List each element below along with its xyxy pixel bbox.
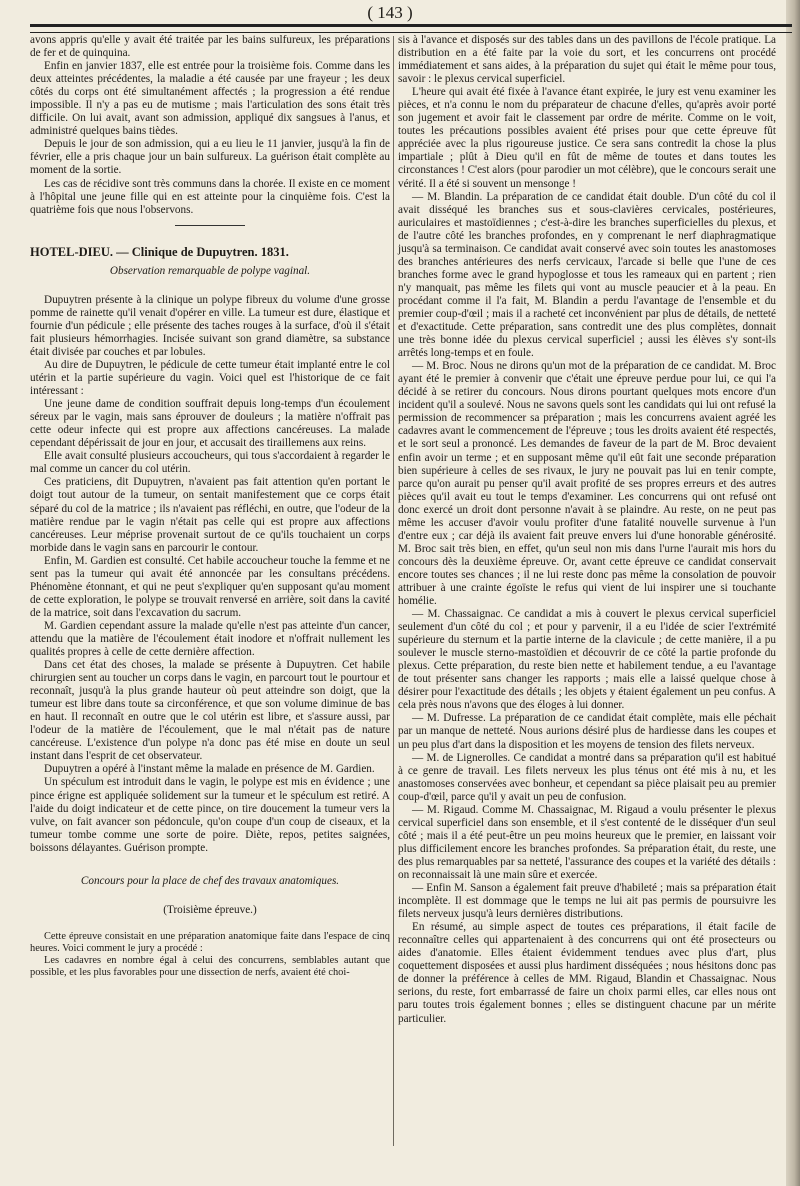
paragraph: Dupuytren présente à la clinique un polype fibreux du volume d'une grosse pomme de rainette qu'il venait d'opérer en ville. La tumeur est dure, élastique et fournie d'un pédicule ; elle présente des taches rouges à la surface, d'où il s'était fait plusieurs hémorrhagies. Incisée suivant son grand diamètre, sa substance était divisée par couches et par lobules. — [30, 293, 390, 358]
concours-title: Concours pour la place de chef des travaux anatomiques. — [80, 874, 340, 887]
paragraph: Les cas de récidive sont très communs dans la chorée. Il existe en ce moment à l'hôpital une jeune fille qui en est atteinte pour la cinquième fois. C'est la quatrième fois que nous l'observons. — [30, 177, 390, 216]
paragraph: — M. de Lignerolles. Ce candidat a montré dans sa préparation qu'il est habitué à ce genre de travail. Les filets nerveux les plus ténus ont été mis à nu, et les anastomoses conservées avec bonheur, et cependant sa pièce plaisait peu au premier coup-d'œil, parce qu'il y avait un peu de confusion. — [398, 751, 776, 803]
spacer — [30, 855, 390, 869]
paragraph: En résumé, au simple aspect de toutes ces préparations, il était facile de reconnaître celles qui appartenaient à des concurrens qui ont été prosecteurs ou aides d'anatomie. Elles étaient évidemment tendues avec plus d'art, plus coquettement disposées et aussi plus hardiment disséquées ; nous hésitons donc pas de donner la préférence à celles de MM. Rigaud, Blandin et Chassaignac. Nous serions, du reste, fort embarrassé de faire un choix parmi elles, car elles nous ont paru toutes trois également bonnes ; elles se distinguent chacune par un mérite particulier. — [398, 921, 776, 1025]
paragraph: Cette épreuve consistait en une préparation anatomique faite dans l'espace de cinq heures. Voici comment le jury a procédé : — [30, 930, 390, 955]
paragraph: sis à l'avance et disposés sur des tables dans un des pavillons de l'école pratique. La distribution en a été faite par la voie du sort, et les concurrens ont procédé immédiatement et sans aides, à la préparation du sujet qui était le même pour tous, savoir : le plexus cervical superficiel. — [398, 34, 776, 86]
paragraph: Au dire de Dupuytren, le pédicule de cette tumeur était implanté entre le col utérin et la partie supérieure du vagin. Voici quel est l'historique de ce fait intéressant : — [30, 358, 390, 398]
section-subtitle: Observation remarquable de polype vaginal. — [109, 264, 311, 277]
paragraph: Depuis le jour de son admission, qui a eu lieu le 11 janvier, jusqu'à la fin de février, elle a pris chaque jour un bain sulfureux. La guérison était complète au moment de la sortie. — [30, 138, 390, 177]
paragraph: Un spéculum est introduit dans le vagin, le polype est mis en évidence ; une pince érigne est appliquée solidement sur la tumeur et le spéculum est retiré. A l'aide du doigt indicateur et de cette pince, on tire doucement la tumeur vers la vulve, on fait avancer son pédoncule, qu'on coupe d'un coup de ciseaux, et la tumeur tombe comme une sorte de poire. Diète, repos, petites saignées, boissons délayantes. Guérison prompte. — [30, 776, 390, 854]
paragraph: Enfin en janvier 1837, elle est entrée pour la troisième fois. Comme dans les deux atteintes précédentes, la maladie a été causée par une frayeur ; les deux côtés du corps ont été simultanément affectés ; la progression a été rendue impossible. Il n'y a pas eu de mutisme ; mais l'articulation des sons était très difficile. On lui avait, avant son admission, appliqué dix sangsues à l'anus, et administré quelques bains tièdes. — [30, 60, 390, 138]
paragraph: Enfin, M. Gardien est consulté. Cet habile accoucheur touche la femme et ne sent pas la tumeur qui avait été annoncée par les consultans précédens. Phénomène étonnant, et qui ne peut s'expliquer qu'en supposant qu'au moment de cette exploration, le polype se trouvait renversé en arrière, soit dans la cavité de la matrice, soit dans l'excavation du sacrum. — [30, 554, 390, 619]
paragraph: Les cadavres en nombre égal à celui des concurrens, semblables autant que possible, et les plus favorables pour une dissection de nerfs, avaient été choi- — [30, 955, 390, 979]
paragraph: avons appris qu'elle y avait été traitée par les bains sulfureux, les préparations de fer et de quinquina. — [30, 34, 390, 60]
paragraph: Une jeune dame de condition souffrait depuis long-temps d'un écoulement séreux par le vagin, mais sans éprouver de douleurs ; la matière n'offrait pas cette odeur infecte qui est propre aux affections cancéreuses. La malade cependant dépérissait de jour en jour, et accusait des tiraillemens aux reins. — [30, 398, 390, 450]
paragraph: L'heure qui avait été fixée à l'avance étant expirée, le jury est venu examiner les pièces, et n'a connu le nom du préparateur de chacune d'elles, qu'après avoir porté son jugement et avoir fait le classement par ordre de mérite. Comme on le voit, toutes les précautions possibles avaient été prises pour que cette épreuve fût appréciée avec la plus rigoureuse justice. Ce sera sans contredit la chose la plus impartiale ; plût à Dieu qu'il en fût de même de toutes et dans toutes les circonstances ! C'est alors (pour parodier un mot célèbre), que le concours serait une vérité. Il a été si souvent un mensonge ! — [398, 86, 776, 190]
paragraph: — M. Broc. Nous ne dirons qu'un mot de la préparation de ce candidat. M. Broc ayant été le premier à convenir que c'était une épreuve perdue pour lui, ce qui l'a décidé à se retirer du concours. Nous dirons pourtant quelques mots encore d'un incident qu'il a soulevé. Nous ne savons quels sont les candidats qui lui ont refusé la permission de recommencer sa préparation ; mais les concurrens avaient agréé les cadavres avant le commencement de l'épreuve ; tous les droits avaient été respectés, et le sort seul a prononcé. Les demandes de faveur de la part de M. Broc devaient enfin avoir un terme ; et en supposant même qu'il eût fait une seconde préparation bien supérieure à celles de ses rivaux, le jury ne pouvait pas lui en tenir compte, parce qu'on aurait pu penser qu'il avait profité de ses propres erreurs et des autres pièces qu'il avait eu tout le temps d'examiner. Les concurrens qui ont refusé ont donc exercé un droit dont personne n'avait à se plaindre. Au reste, on ne peut pas même les accuser d'avoir voulu profiter d'une fatalité nouvelle survenue à l'un d'entre eux ; car déjà ils avaient fait preuve envers lui d'une honorable générosité. M. Broc sait très bien, en effet, qu'un seul non mis dans l'urne l'aurait mis hors du concours dès la deuxième épreuve. Or, avant cette épreuve ce candidat conservait encore toutes ses chances ; il ne lui reste donc pas même la consolation de pouvoir attribuer à une crainte égoïste le refus qui vient de lui inspirer une si touchante homélie. — [398, 360, 776, 608]
right-column — [398, 34, 776, 1026]
concours-subtitle: (Troisième épreuve.) — [163, 903, 257, 916]
paragraph: — M. Dufresse. La préparation de ce candidat était complète, mais elle péchait par un manque de netteté. Nous aurions désiré plus de hardiesse dans les coupes et un peu plus d'art dans la disposition et les moyens de tension des filets nerveux. — [398, 712, 776, 751]
paragraph: — M. Chassaignac. Ce candidat a mis à couvert le plexus cervical superficiel seulement d'un côté du col ; et pour y parvenir, il a eu l'idée de scier l'extrémité supérieure du sternum et la partie interne de la clavicule ; de cette manière, il a pu soulever le muscle sterno-mastoïdien et découvrir de ce côté la partie profonde du plexus. Cette préparation, du reste bien nette et habilement tendue, a eu l'avantage de tout présenter sans changer les rapports ; mais elle a laissé quelque chose à désirer pour l'exactitude des détails ; les objets y étaient également un peu confus. A cela près nous n'avons que des éloges à lui donner. — [398, 608, 776, 712]
paragraph: Dans cet état des choses, la malade se présente à Dupuytren. Cet habile chirurgien sent au toucher un corps dans le vagin, en parcourt tout le pourtour et reconnaît, jusqu'à la plus grande hauteur où peut atteindre son doigt, que la tumeur est libre dans toute sa circonférence, et que son volume diminue de bas en haut. Il reconnaît en outre que le col utérin est libre, et s'assure aussi, par l'odeur de la matière de l'écoulement, que le mal n'était pas de nature cancéreuse. L'existence d'un polype n'a donc pas été mise en doute un seul instant dans l'esprit de cet observateur. — [30, 659, 390, 763]
page-binding-edge — [786, 0, 800, 1186]
paragraph: — M. Blandin. La préparation de ce candidat était double. D'un côté du col il avait disséqué les branches sus et sous-clavières cervicales, postérieures, auriculaires et mastoïdiennes ; c'est-à-dire les branches superficielles du plexus, et de l'autre côté les branches profondes, en y comprenant le nerf diaphragmatique jusqu'à sa terminaison. Ce candidat avait conservé avec soin toutes les anastomoses des branches antérieures des nerfs cervicaux, l'arcade si belle que l'une de ces branches forme avec le grand hypoglosse et tous les rameaux qui en partent ; rien n'y manquait, pas même les filets qui vont au muscle peaucier et à la peau. En procédant comme il l'a fait, M. Blandin a perdu l'avantage de l'ensemble et du premier coup-d'œil ; mais il a racheté cet inconvénient par plus de détails, de netteté et d'exactitude. Cette préparation, sans contredit une des plus complètes, donnait une très bonne idée du plexus cervical superficiel ; aussi les élèves s'y sont-ils arrêtés long-temps et en foule. — [398, 190, 776, 360]
spacer — [30, 917, 390, 931]
column-divider — [393, 36, 394, 1146]
paragraph: Dupuytren a opéré à l'instant même la malade en présence de M. Gardien. — [44, 763, 375, 776]
section-title: HOTEL-DIEU. — Clinique de Dupuytren. 1831. — [30, 244, 289, 259]
left-column — [30, 34, 390, 980]
header-rule — [30, 24, 792, 33]
paragraph: Ces praticiens, dit Dupuytren, n'avaient pas fait attention qu'en portant le doigt tout autour de la tumeur, on sentait manifestement que ce corps était séparé du col de la matrice ; ils n'avaient pas réfléchi, en outre, que l'odeur de la matière rendue par le vagin n'était pas celle qui est propre aux affections cancéreuses. Leur méprise provenait surtout de ce qu'ils touchaient un corps morbide dans le vagin sans en parcourir le contour. — [30, 476, 390, 554]
paragraph: — M. Rigaud. Comme M. Chassaignac, M. Rigaud a voulu présenter le plexus cervical superficiel dans son ensemble, et il s'est contenté de le disséquer d'un seul côté ; mais il a été peut-être un peu moins heureux que le premier, en laissant voir plus difficilement encore les branches profondes. Sa préparation était, du reste, une des plus remarquables par sa netteté, l'assurance des coupes et la variété des détails : on reconnaissait là une main sûre et exercée. — [398, 803, 776, 881]
paragraph: M. Gardien cependant assure la malade qu'elle n'est pas atteinte d'un cancer, attendu que la matière de l'écoulement était inodore et n'offrait nullement les qualités propres à celle de cette dernière affection. — [30, 619, 390, 659]
page-number: ( 143 ) — [367, 3, 413, 22]
paragraph: Elle avait consulté plusieurs accoucheurs, qui tous s'accordaient à regarder le mal comme un cancer du col utérin. — [30, 450, 390, 476]
section-separator — [175, 225, 245, 226]
paragraph: — Enfin M. Sanson a également fait preuve d'habileté ; mais sa préparation était incomplète. Il est dommage que le temps ne lui ait pas permis de poursuivre les filets nerveux jusqu'à leurs dernières distributions. — [398, 882, 776, 921]
